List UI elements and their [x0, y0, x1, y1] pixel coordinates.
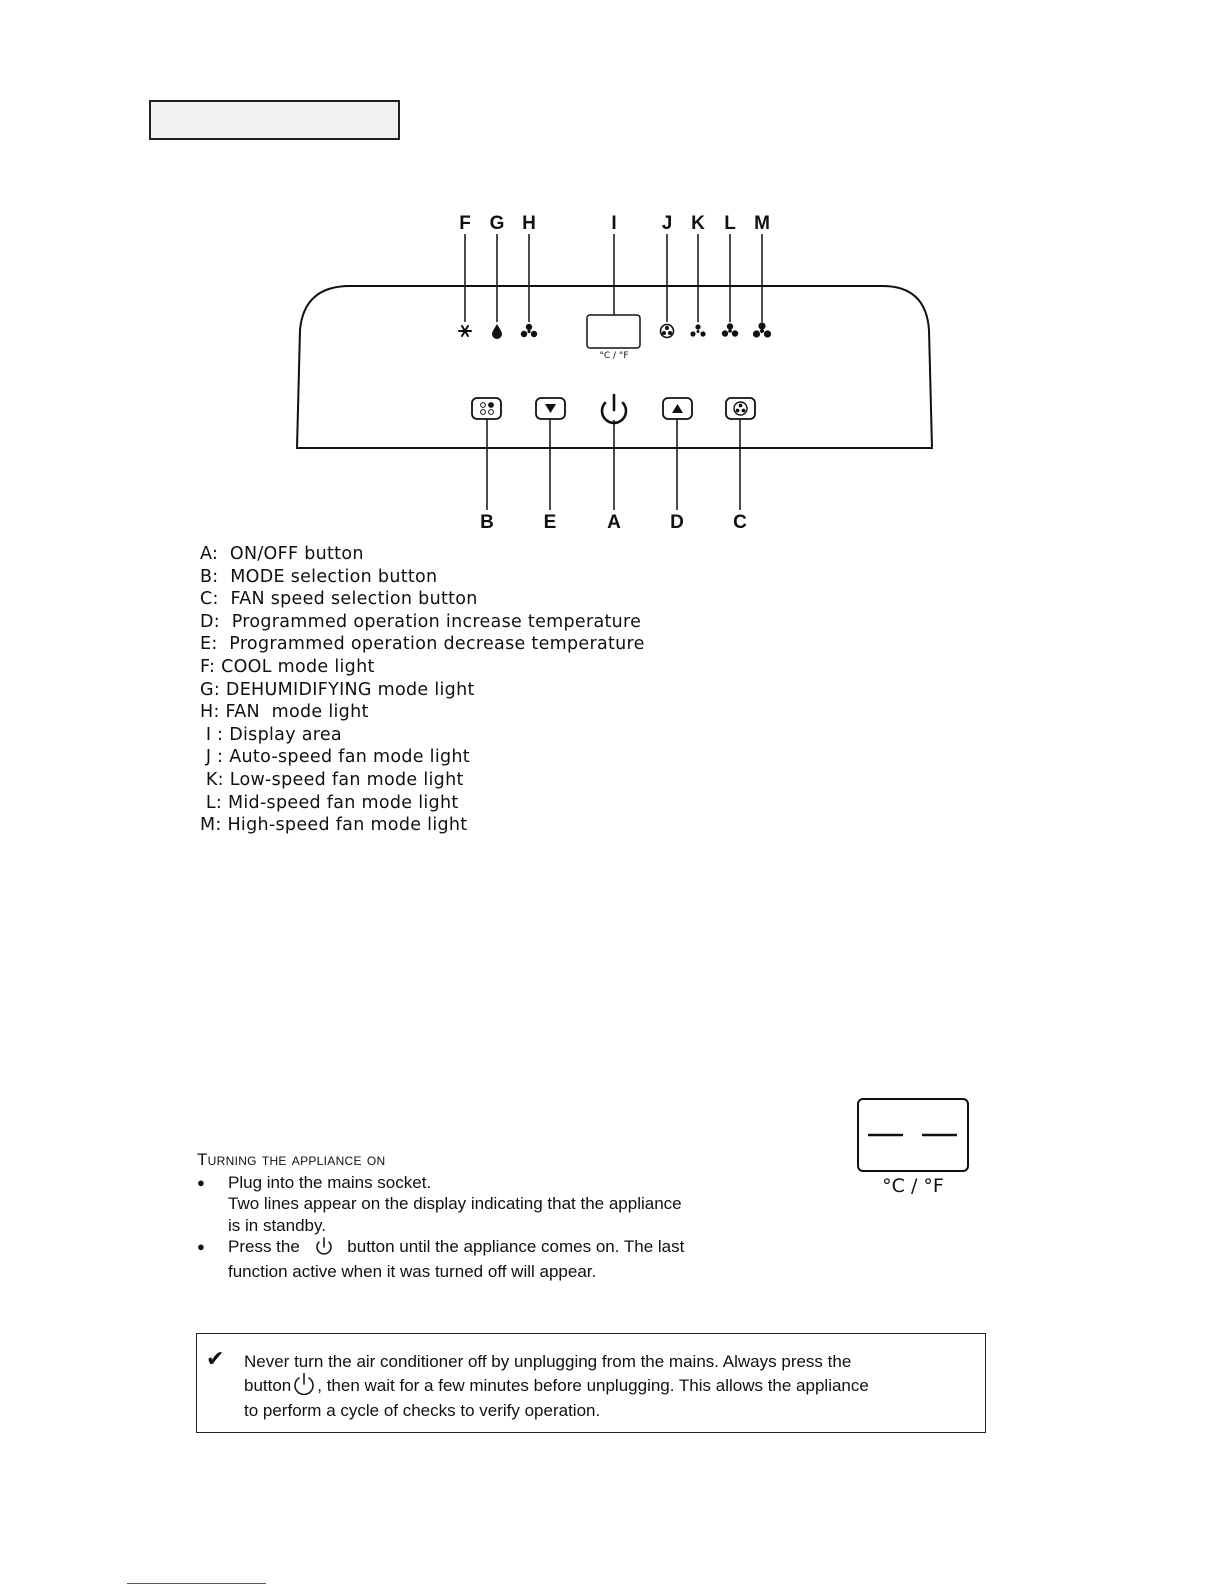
legend-item-d: D: Programmed operation increase temperature	[200, 611, 642, 632]
power-icon	[292, 1373, 316, 1401]
label-i: I	[611, 213, 617, 234]
turning-on-instructions	[197, 1172, 777, 1282]
legend-item-c: C: FAN speed selection button	[200, 589, 478, 610]
note-line-2-before: button	[244, 1375, 292, 1395]
label-k: K	[691, 213, 705, 234]
standby-display	[855, 1097, 975, 1197]
legend-item-f: F: COOL mode light	[200, 656, 375, 677]
label-d: D	[670, 512, 684, 533]
fan-icon	[521, 324, 537, 337]
fan-speed-button[interactable]	[726, 398, 755, 419]
label-a: A	[607, 512, 621, 533]
legend-item-b: B: MODE selection button	[200, 566, 438, 587]
note-line-1: Never turn the air conditioner off by unplugging from the mains. Always press the	[244, 1352, 852, 1371]
label-j: J	[661, 213, 673, 234]
instruction-item-2	[197, 1236, 777, 1283]
note-text	[244, 1351, 984, 1422]
legend-list	[200, 543, 645, 837]
turning-on-title: Turning the appliance on	[197, 1150, 386, 1169]
up-button[interactable]	[663, 398, 692, 419]
bullet-icon: ●	[197, 1238, 205, 1254]
mode-button[interactable]	[472, 398, 501, 419]
label-l: L	[724, 213, 736, 234]
standby-unit-label: °C / °F	[882, 1175, 944, 1197]
down-button[interactable]	[536, 398, 565, 419]
mid-fan-icon	[722, 323, 738, 336]
auto-fan-icon	[661, 325, 674, 338]
legend-item-h: H: FAN mode light	[200, 702, 369, 723]
label-b: B	[480, 512, 494, 533]
legend-item-a: A: ON/OFF button	[200, 544, 364, 564]
instruction-1-line-1: Plug into the mains socket.	[228, 1173, 432, 1192]
control-panel-diagram	[0, 0, 1225, 560]
note-line-3: to perform a cycle of checks to verify operation.	[244, 1401, 601, 1420]
instruction-2-line-2: function active when it was turned off will appear.	[228, 1262, 597, 1282]
instruction-item-1	[197, 1172, 777, 1236]
legend-item-k: K: Low-speed fan mode light	[200, 769, 464, 790]
instruction-2-after: button until the appliance comes on. The last	[347, 1236, 685, 1256]
high-fan-icon	[753, 322, 771, 337]
display-area	[587, 315, 640, 348]
low-fan-icon	[690, 324, 705, 336]
footer-link-underline[interactable]	[127, 1583, 266, 1584]
legend-item-i: I : Display area	[200, 724, 342, 745]
checkmark-icon: ✔	[206, 1346, 225, 1371]
snowflake-icon	[459, 326, 471, 336]
droplet-icon	[492, 324, 502, 339]
legend-item-j: J : Auto-speed fan mode light	[200, 747, 470, 768]
display-unit-label: °C / °F	[599, 351, 629, 361]
legend-item-g: G: DEHUMIDIFYING mode light	[200, 679, 475, 700]
instruction-1-line-2: Two lines appear on the display indicating that the appliance	[228, 1194, 682, 1214]
note-box	[196, 1333, 986, 1433]
legend-item-m: M: High-speed fan mode light	[200, 815, 468, 836]
instruction-2-before: Press the	[228, 1236, 300, 1256]
label-f: F	[459, 213, 471, 234]
label-c: C	[733, 512, 747, 533]
power-button[interactable]	[602, 395, 626, 423]
power-icon	[309, 1236, 339, 1261]
label-e: E	[543, 512, 557, 533]
instruction-1-line-3: is in standby.	[228, 1215, 326, 1235]
bullet-icon: ●	[197, 1175, 205, 1190]
legend-item-l: L: Mid-speed fan mode light	[200, 792, 459, 813]
label-h: H	[522, 213, 536, 234]
note-line-2-after: , then wait for a few minutes before unplugging. This allows the appliance	[317, 1375, 869, 1395]
legend-item-e: E: Programmed operation decrease temperature	[200, 634, 645, 655]
label-g: G	[489, 213, 505, 234]
label-m: M	[754, 213, 770, 234]
